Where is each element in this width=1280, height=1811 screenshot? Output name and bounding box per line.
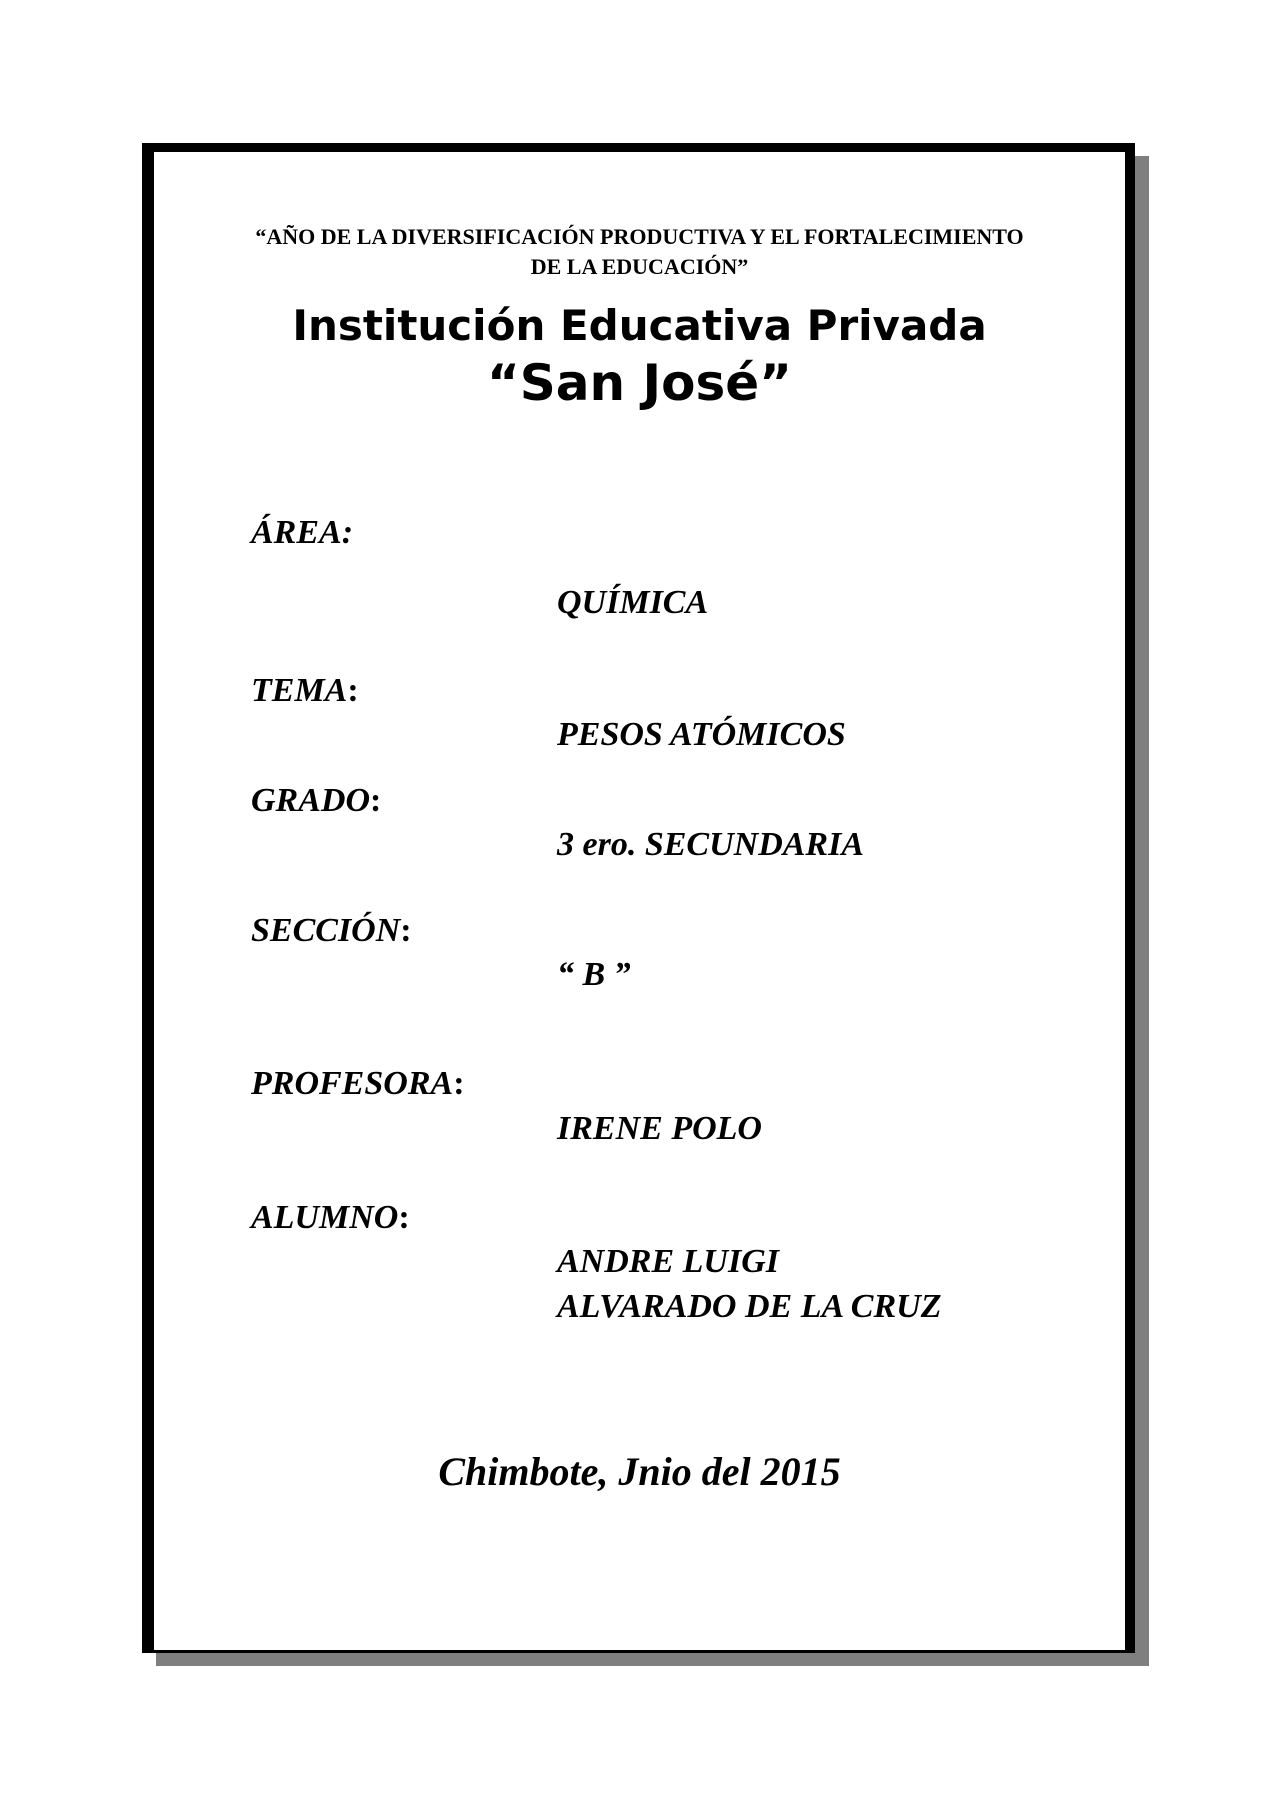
profesora-label: PROFESORA <box>251 1065 454 1102</box>
place-and-date: Chimbote, Jnio del 2015 <box>438 1449 841 1494</box>
profesora-colon: : <box>453 1065 465 1102</box>
alumno-value-line-1: ANDRE LUIGI <box>557 1243 779 1280</box>
seccion-label-row <box>251 911 412 951</box>
grado-colon: : <box>370 782 382 819</box>
tema-label-row <box>251 671 359 711</box>
alumno-value-line-2: ALVARADO DE LA CRUZ <box>557 1288 942 1325</box>
grado-label-row <box>251 781 381 821</box>
profesora-value: IRENE POLO <box>557 1110 762 1147</box>
institution-type: Institución Educativa Privada <box>292 301 987 350</box>
seccion-value: “ B ” <box>557 956 631 993</box>
seccion-colon: : <box>400 912 412 949</box>
alumno-label: ALUMNO <box>251 1199 399 1236</box>
year-motto-line-2: DE LA EDUCACIÓN” <box>530 254 749 279</box>
seccion-label: SECCIÓN <box>251 912 401 949</box>
institution-name: “San José” <box>486 354 793 412</box>
grado-value: 3 ero. SECUNDARIA <box>557 826 865 863</box>
year-motto-line-1: “AÑO DE LA DIVERSIFICACIÓN PRODUCTIVA Y EL FORTALECIMIENTO <box>255 224 1024 249</box>
area-value: QUÍMICA <box>557 584 709 621</box>
area-label: ÁREA: <box>251 514 354 551</box>
cover-page-frame <box>142 143 1135 1653</box>
alumno-label-row <box>251 1198 410 1238</box>
profesora-label-row <box>251 1064 465 1104</box>
alumno-colon: : <box>398 1199 410 1236</box>
institution-title <box>154 300 1125 414</box>
grado-label: GRADO <box>251 782 371 819</box>
tema-value: PESOS ATÓMICOS <box>557 716 846 753</box>
year-motto <box>154 222 1125 282</box>
tema-colon: : <box>347 672 359 709</box>
tema-label: TEMA <box>251 672 348 709</box>
